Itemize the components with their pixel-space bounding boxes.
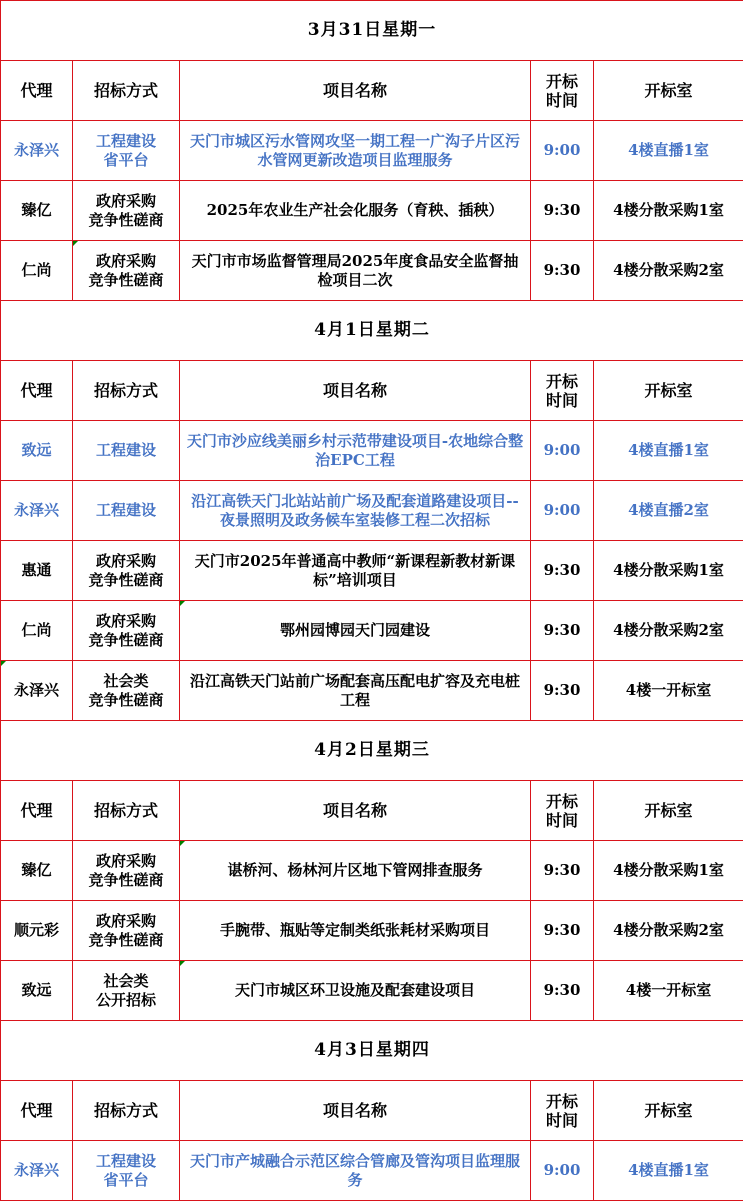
method-cell-line: 竞争性磋商 [88,210,164,229]
project-cell: 天门市城区环卫设施及配套建设项目 [180,961,531,1021]
time-cell: 9:00 [531,1141,594,1201]
room-cell: 4楼一开标室 [594,961,743,1021]
header-time [531,361,594,421]
method-cell-line: 工程建设 [95,441,156,459]
room-cell: 4楼直播1室 [594,1141,743,1201]
header-time-line: 开标 [545,71,578,91]
header-time-line: 时间 [545,390,578,410]
day-title: 4月1日星期二 [1,301,743,361]
table-row [1,961,743,1021]
header-agent: 代理 [1,781,73,841]
header-project: 项目名称 [180,781,531,841]
table-row [1,181,743,241]
header-agent: 代理 [1,1081,73,1141]
table-row [1,481,743,541]
table-row [1,661,743,721]
time-cell: 9:30 [531,181,594,241]
room-cell: 4楼分散采购1室 [594,841,743,901]
method-cell [73,421,180,481]
header-time-line: 开标 [545,371,578,391]
method-cell [73,841,180,901]
time-cell: 9:30 [531,541,594,601]
agent-cell: 臻亿 [1,181,73,241]
method-cell [73,541,180,601]
room-cell: 4楼直播1室 [594,121,743,181]
method-cell-line: 竞争性磋商 [88,930,164,949]
method-cell-line: 工程建设 [95,131,156,150]
table-row [1,121,743,181]
project-cell: 天门市沙应线美丽乡村示范带建设项目-农地综合整治EPC工程 [180,421,531,481]
project-cell: 2025年农业生产社会化服务（育秧、插秧） [180,181,531,241]
project-cell: 天门市产城融合示范区综合管廊及管沟项目监理服务 [180,1141,531,1201]
table-row [1,541,743,601]
day-title: 3月31日星期一 [1,1,743,61]
method-cell-line: 工程建设 [95,1151,156,1170]
table-row [1,421,743,481]
method-cell [73,181,180,241]
method-cell-line: 竞争性磋商 [88,690,164,709]
agent-cell: 顺元彩 [1,901,73,961]
method-cell [73,481,180,541]
header-time-line: 时间 [545,810,578,830]
agent-cell: 仁尚 [1,601,73,661]
method-cell [73,241,180,301]
table-row [1,241,743,301]
project-cell: 沿江高铁天门站前广场配套高压配电扩容及充电桩工程 [180,661,531,721]
agent-cell: 致远 [1,961,73,1021]
method-cell-line: 竞争性磋商 [88,870,164,889]
room-cell: 4楼一开标室 [594,661,743,721]
agent-cell: 惠通 [1,541,73,601]
method-cell [73,661,180,721]
header-room: 开标室 [594,61,743,121]
project-cell: 沿江高铁天门北站站前广场及配套道路建设项目--夜景照明及政务候车室装修工程二次招标 [180,481,531,541]
agent-cell: 永泽兴 [1,481,73,541]
agent-cell: 永泽兴 [1,661,73,721]
agent-cell: 永泽兴 [1,121,73,181]
header-method: 招标方式 [73,1081,180,1141]
method-cell [73,121,180,181]
header-time-line: 开标 [545,1091,578,1111]
method-cell-line: 政府采购 [95,551,156,570]
method-cell-line: 公开招标 [95,990,156,1009]
project-cell: 天门市市场监督管理局2025年度食品安全监督抽检项目二次 [180,241,531,301]
header-project: 项目名称 [180,1081,531,1141]
column-header-row [1,1081,743,1141]
header-time-line: 时间 [545,1110,578,1130]
day-header-row [1,301,743,361]
project-cell: 手腕带、瓶贴等定制类纸张耗材采购项目 [180,901,531,961]
agent-cell: 致远 [1,421,73,481]
column-header-row [1,781,743,841]
method-cell [73,1141,180,1201]
method-cell-line: 政府采购 [95,251,156,270]
time-cell: 9:30 [531,241,594,301]
header-method: 招标方式 [73,61,180,121]
header-room: 开标室 [594,361,743,421]
day-title: 4月2日星期三 [1,721,743,781]
header-time-line: 开标 [545,791,578,811]
time-cell: 9:00 [531,481,594,541]
room-cell: 4楼分散采购2室 [594,241,743,301]
method-cell-line: 竞争性磋商 [88,570,164,589]
time-cell: 9:30 [531,841,594,901]
agent-cell: 仁尚 [1,241,73,301]
table-row [1,1141,743,1201]
project-cell: 天门市2025年普通高中教师“新课程新教材新课标”培训项目 [180,541,531,601]
method-cell-line: 政府采购 [95,611,156,630]
room-cell: 4楼分散采购2室 [594,901,743,961]
header-method: 招标方式 [73,361,180,421]
table-row [1,601,743,661]
day-header-row [1,721,743,781]
time-cell: 9:30 [531,661,594,721]
method-cell-line: 省平台 [103,1170,149,1189]
method-cell-line: 竞争性磋商 [88,630,164,649]
time-cell: 9:00 [531,421,594,481]
column-header-row [1,361,743,421]
method-cell-line: 工程建设 [95,501,156,519]
header-time [531,1081,594,1141]
time-cell: 9:30 [531,961,594,1021]
method-cell-line: 政府采购 [95,851,156,870]
room-cell: 4楼直播1室 [594,421,743,481]
header-project: 项目名称 [180,361,531,421]
time-cell: 9:30 [531,601,594,661]
room-cell: 4楼分散采购1室 [594,181,743,241]
method-cell [73,901,180,961]
room-cell: 4楼直播2室 [594,481,743,541]
day-header-row [1,1021,743,1081]
room-cell: 4楼分散采购1室 [594,541,743,601]
day-header-row [1,1,743,61]
agent-cell: 臻亿 [1,841,73,901]
method-cell [73,601,180,661]
header-time [531,61,594,121]
project-cell: 天门市城区污水管网攻坚一期工程一广沟子片区污水管网更新改造项目监理服务 [180,121,531,181]
method-cell-line: 社会类 [103,671,149,690]
header-room: 开标室 [594,1081,743,1141]
day-title: 4月3日星期四 [1,1021,743,1081]
room-cell: 4楼分散采购2室 [594,601,743,661]
method-cell-line: 政府采购 [95,911,156,930]
agent-cell: 永泽兴 [1,1141,73,1201]
table-row [1,901,743,961]
header-method: 招标方式 [73,781,180,841]
table-row [1,841,743,901]
column-header-row [1,61,743,121]
method-cell [73,961,180,1021]
header-agent: 代理 [1,361,73,421]
method-cell-line: 政府采购 [95,191,156,210]
header-time [531,781,594,841]
method-cell-line: 社会类 [103,971,149,990]
project-cell: 鄂州园博园天门园建设 [180,601,531,661]
header-project: 项目名称 [180,61,531,121]
time-cell: 9:00 [531,121,594,181]
header-time-line: 时间 [545,90,578,110]
header-room: 开标室 [594,781,743,841]
project-cell: 谌桥河、杨林河片区地下管网排查服务 [180,841,531,901]
header-agent: 代理 [1,61,73,121]
time-cell: 9:30 [531,901,594,961]
method-cell-line: 省平台 [103,150,149,169]
method-cell-line: 竞争性磋商 [88,270,164,289]
